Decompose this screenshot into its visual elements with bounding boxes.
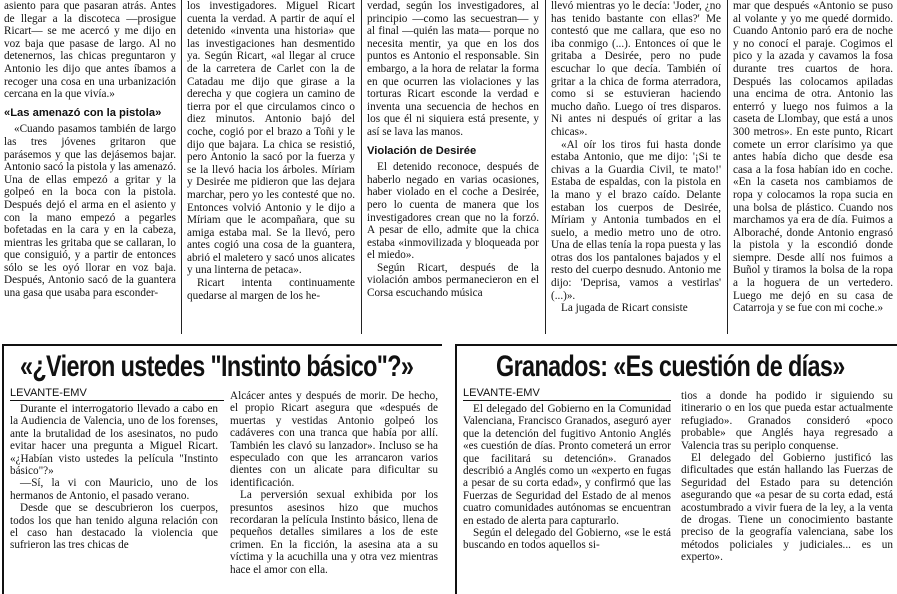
subheading: Violación de Desirée xyxy=(367,144,477,157)
column-rule xyxy=(361,0,362,334)
right-box-headline: Granados: «Es cuestión de días» xyxy=(496,350,845,383)
subheading: «Las amenazó con la pistola» xyxy=(4,106,162,119)
paragraph: Durante el interrogatorio llevado a cabo en la Audiencia de Valencia, uno de los forenses, ante la brutalidad de los asesinatos, no pudo evitar hacer una pregunta a Miguel Ricart. «¿Habían visto ustedes la película "Instinto básico"?» xyxy=(10,403,218,478)
paragraph: La jugada de Ricart consiste xyxy=(561,302,688,315)
column-rule xyxy=(545,0,546,334)
left-box-column-1 xyxy=(10,403,218,594)
article-column-5 xyxy=(733,0,893,340)
paragraph: El delegado del Gobierno justificó las dificultades que están hallando las Fuerzas de Seguridad del Estado para su detención asegurando que «a pesar de su corta edad, está acostumbrado a vivir fuera de la ley, a la venta de drogas. Tiene un conocimiento bastante preciso de la geografía valenciana, sabe los métodos policiales y judiciales... es un experto». xyxy=(681,452,893,564)
right-box-column-2 xyxy=(681,390,893,594)
paragraph: asiento para que pasaran atrás. Antes de llegar a la discoteca —prosigue Ricart— se me acercó y me dijo en voz baja que pasase de largo. Al no detenernos, las chicas preguntaron y Antonio les dijo que antes íbamos a recoger una cosa en una urbanización cercana en la que vivía.» xyxy=(4,0,176,101)
article-column-2 xyxy=(187,0,355,340)
paragraph: Según el delegado del Gobierno, «se le está buscando en todos aquellos si- xyxy=(463,527,671,552)
paragraph: Desde que se descubrieron los cuerpos, todos los que han tenido alguna relación con el caso han destacado la violencia que sufrieron las tres chicas de xyxy=(10,502,218,552)
paragraph: los investigadores. Miguel Ricart cuenta la verdad. A partir de aquí el detenido «inventa una historia» que las investigaciones han desmentido ya. Según Ricart, «al llegar al cruce de la carretera de Carlet con la de Catadau me dijo que girase a la derecha y que cogiera un camino de tierra por el que circulamos cinco o diez minutos. Antonio bajó del coche, cogió por el brazo a Toñi y le dijo que bajara. La chica se resistió, pero Antonio la sacó por la fuerza y se la llevó hacia los árboles. Míriam y Desirée me pidieron que las dejara marchar, pero yo les contesté que no. Entonces volvió Antonio y le dijo a Míriam que le acompañara, que su amiga estaba mal. Se la llevó, pero antes cogió una cosa de la guantera, abrió el maletero y sacó unos alicates y una linterna de petaca». xyxy=(187,0,355,277)
paragraph: mar que después «Antonio se puso al volante y yo me quedé dormido. Cuando Antonio paró era de noche y no conocí el paraje. Cogimos el pico y la azada y cavamos la fosa durante tres cuartos de hora. Después las colocamos apiladas una encima de otra. Antonio las enterró y luego nos fuimos a la caseta de Llombay, que está a unos 300 metros». En este punto, Ricart comete un error clarísimo ya que antes había dicho que desde esa casa a la fosa habían ido en coche. «En la caseta nos cambiamos de ropa y colocamos la ropa sucia en una bolsa de plástico. Cuando nos marchamos ya era de día. Fuimos a Alboraché, donde Antonio engrasó la pistola y la escondió donde siempre. Desde allí nos fuimos a Buñol y tiramos la bolsa de la ropa a la hoguera de un vertedero. Luego me dejó en su casa de Catarroja y se fue con mi coche.» xyxy=(733,0,893,315)
paragraph: —Sí, la vi con Mauricio, uno de los hermanos de Antonio, el pasado verano. xyxy=(10,477,218,502)
right-box-column-1 xyxy=(463,403,671,594)
right-box-byline: LEVANTE-EMV xyxy=(463,387,671,401)
article-column-1 xyxy=(4,0,176,340)
paragraph: La perversión sexual exhibida por los presuntos asesinos hizo que muchos recordaran la película Instinto básico, llena de pequeños detalles similares a los de este crimen. En la ficción, la asesina ata a su víctima y la acuchilla una y otra vez mientras hace el amor con ella. xyxy=(230,489,438,576)
paragraph: llevó mientras yo le decía: 'Joder, ¿no has tenido bastante con ellas?' Me contestó que me callara, que eso no iba conmigo (...). Entonces oí que le gritaba a Desirée, pero no pude escuchar lo que decía. También oí gritar a la chica de forma aterradora, como si se estuvieran haciendo mucho daño. Luego oí tres disparos. Ni antes ni después oí gritar a las chicas». xyxy=(551,0,721,138)
box-top-rule xyxy=(455,344,897,346)
paragraph: Ricart intenta continuamente quedarse al margen de los he- xyxy=(187,277,355,302)
column-rule xyxy=(181,0,182,334)
left-box-byline: LEVANTE-EMV xyxy=(10,387,224,401)
article-column-4 xyxy=(551,0,721,340)
box-top-rule xyxy=(2,344,442,346)
article-column-3 xyxy=(367,0,539,340)
paragraph: Alcácer antes y después de morir. De hecho, el propio Ricart asegura que «después de muertas y vestidas Antonio golpeó los cadáveres con una tranca que había por allí. También les clavó su lanzador». Incluso se ha especulado con que les arrancaron varios dientes con un alicate para dificultar su identificación. xyxy=(230,390,438,489)
right-box-border xyxy=(455,344,457,594)
left-box-border xyxy=(2,344,4,594)
paragraph: tios a donde ha podido ir siguiendo su itinerario o en los que pueda estar actualmente refugiado». Granados consideró «poco probable» que Anglés haya regresado a Valencia tras su periplo conquense. xyxy=(681,390,893,452)
paragraph: «Al oír los tiros fui hasta donde estaba Antonio, que me dijo: '¡Si te chivas a la Guardia Civil, te mato!' Estaba de espaldas, con la pistola en la mano y el brazo caído. Delante estaban los cuerpos de Desirée, Míriam y Antonia tumbados en el suelo, a medio metro uno de otro. Una de ellas tenía la ropa puesta y las otras dos los pantalones bajados y el resto del cuerpo desnudo. Antonio me dijo: 'Deprisa, vamos a vestirlas' (...)». xyxy=(551,138,721,302)
paragraph: verdad, según los investigadores, al principio —como las secuestran— y al final —quién las mata— porque no necesita mentir, ya que en los dos puntos es Antonio el responsable. Sin embargo, a la hora de relatar la forma en que ocurren las violaciones y las torturas Ricart esconde la verdad e inventa una secuencia de hechos en los que él ni siquiera está presente, y así se lava las manos. xyxy=(367,0,539,138)
paragraph: «Cuando pasamos también de largo las tres jóvenes gritaron que parásemos y que las dejásemos bajar. Antonio sacó la pistola y las amenazó. Una de ellas empezó a gritar y la golpeó en la boca con la pistola. Después dejó el arma en el asiento y con la mano empezó a pegarles bofetadas en la cara y en la cabeza, mientras les gritaba que se callaran, lo que consiguió, y a partir de entonces sólo se les oyó llorar en voz baja. Después, Antonio sacó de la guantera una gasa que usaba para esconder- xyxy=(4,123,176,300)
left-box-column-2 xyxy=(230,390,438,594)
left-box-headline: «¿Vieron ustedes "Instinto básico"?» xyxy=(20,350,414,383)
paragraph: Según Ricart, después de la violación ambos permanecieron en el Corsa escuchando música xyxy=(367,261,539,300)
paragraph: El detenido reconoce, después de haberlo negado en varias ocasiones, haber violado en el coche a Desirée, pero lo cuenta de manera que los investigadores crean que no la forzó. A pesar de ello, admite que la chica estaba «inmovilizada y bloqueada por el miedo». xyxy=(367,161,539,262)
paragraph: El delegado del Gobierno en la Comunidad Valenciana, Francisco Granados, aseguró ayer que la detención del fugitivo Antonio Anglés «es cuestión de días. Pronto cometerá un error que facilitará su detención». Granados describió a Anglés como un «experto en fugas a pesar de su corta edad», y confirmó que las Fuerzas de Seguridad del Estado de al menos cuatro comunidades autónomas se encuentran en estado de alerta para capturarlo. xyxy=(463,403,671,527)
column-rule xyxy=(727,0,728,334)
